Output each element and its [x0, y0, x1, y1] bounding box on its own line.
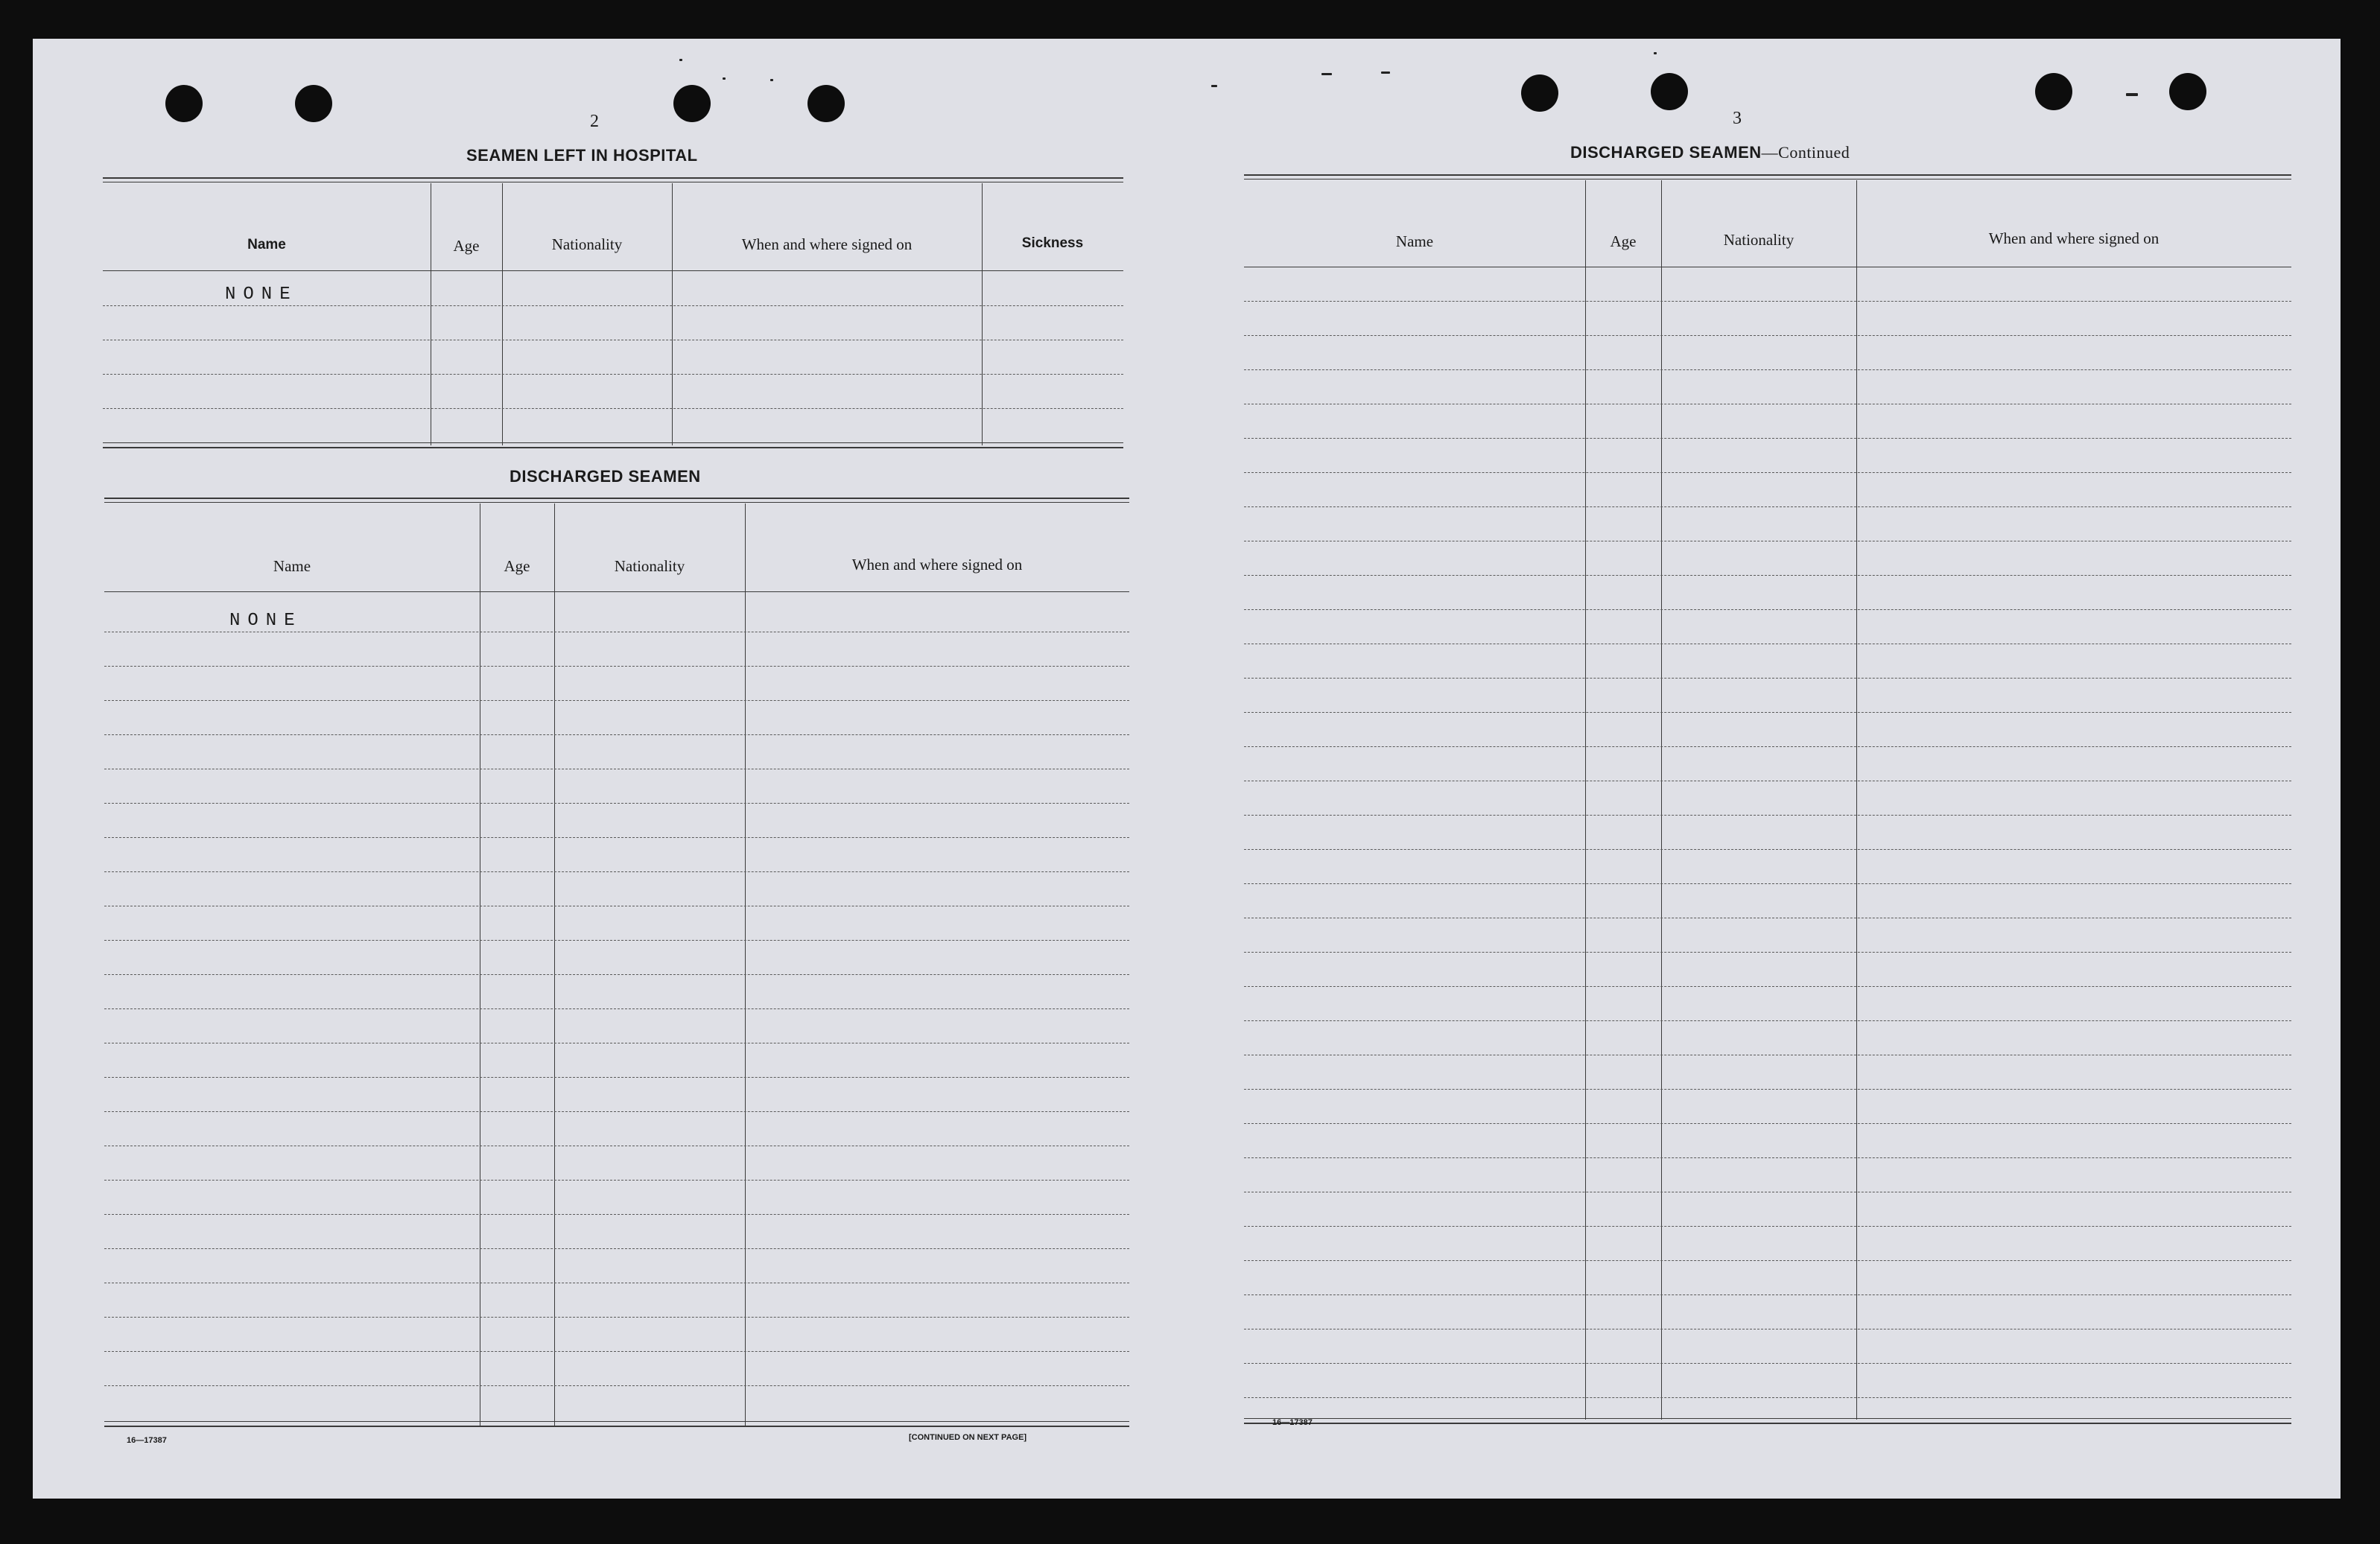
table-row	[1244, 506, 2291, 507]
table-row	[104, 1077, 1129, 1078]
hospital-entry-name: NONE	[225, 285, 298, 305]
table-row	[104, 837, 1129, 838]
table-row	[104, 1111, 1129, 1112]
col-header-signed-on: When and where signed on	[851, 556, 1023, 574]
table-row	[1244, 1157, 2291, 1158]
col-header-signed-on: When and where signed on	[741, 235, 913, 253]
col-header-nationality: Nationality	[1723, 231, 1794, 249]
ink-speck	[679, 59, 682, 61]
col-header-age: Age	[504, 557, 530, 575]
table-row	[1244, 712, 2291, 713]
table-row	[104, 1008, 1129, 1009]
discharged-section-title-right	[1570, 143, 1850, 162]
table-row	[104, 734, 1129, 735]
table-row	[104, 1317, 1129, 1318]
table-row	[1244, 883, 2291, 884]
ink-speck	[1321, 73, 1332, 75]
table-row	[1244, 746, 2291, 747]
hospital-section-title: SEAMEN LEFT IN HOSPITAL	[466, 146, 698, 165]
table-row	[1244, 849, 2291, 850]
table-row	[1244, 369, 2291, 370]
title-suffix: —Continued	[1761, 143, 1850, 162]
table-row	[104, 871, 1129, 872]
table-row	[104, 803, 1129, 804]
col-header-age: Age	[1610, 232, 1637, 250]
col-header-name: Name	[273, 557, 311, 575]
table-row	[1244, 472, 2291, 473]
table-row	[1244, 678, 2291, 679]
table-row	[1244, 301, 2291, 302]
table-row	[1244, 575, 2291, 576]
punch-hole	[295, 85, 332, 122]
title-main: DISCHARGED SEAMEN	[1570, 143, 1762, 162]
page-number-right: 3	[1733, 109, 1742, 128]
table-row	[1244, 609, 2291, 610]
punch-hole	[2169, 73, 2206, 110]
col-header-sickness: Sickness	[1021, 235, 1084, 251]
table-row	[104, 1180, 1129, 1181]
table-row	[1244, 1397, 2291, 1398]
table-row	[104, 1351, 1129, 1352]
form-number-left: 16—17387	[127, 1436, 167, 1445]
ink-speck	[770, 79, 773, 81]
table-row	[1244, 438, 2291, 439]
discharged-table-left	[104, 498, 1129, 1473]
continued-note: [CONTINUED ON NEXT PAGE]	[909, 1433, 1027, 1442]
punch-hole	[2035, 73, 2072, 110]
discharged-table-right	[1244, 174, 2291, 1455]
col-header-nationality: Nationality	[614, 557, 685, 575]
table-row	[104, 1214, 1129, 1215]
page-number-left: 2	[590, 112, 599, 131]
punch-hole	[165, 85, 203, 122]
ink-speck	[1654, 52, 1657, 54]
col-header-nationality: Nationality	[551, 235, 623, 253]
ink-speck	[1381, 72, 1390, 74]
hospital-table	[103, 177, 1123, 490]
punch-hole	[1651, 73, 1688, 110]
table-row	[104, 700, 1129, 701]
table-row	[1244, 1294, 2291, 1295]
punch-hole	[673, 85, 711, 122]
table-row	[103, 374, 1123, 375]
table-row	[104, 666, 1129, 667]
table-row	[1244, 1226, 2291, 1227]
table-row	[104, 1248, 1129, 1249]
document-sheet	[33, 39, 2341, 1499]
discharged-section-title-left: DISCHARGED SEAMEN	[510, 467, 701, 486]
discharged-entry-name: NONE	[229, 611, 302, 631]
ink-speck	[2126, 93, 2138, 96]
table-row	[103, 305, 1123, 306]
punch-hole	[1521, 74, 1558, 112]
table-row	[104, 974, 1129, 975]
col-header-name: Name	[1395, 232, 1434, 250]
ink-speck	[723, 77, 726, 80]
form-number-right: 16—17387	[1272, 1418, 1313, 1427]
table-row	[1244, 1260, 2291, 1261]
table-row	[104, 940, 1129, 941]
ink-speck	[1211, 85, 1217, 87]
punch-hole	[807, 85, 845, 122]
col-header-signed-on: When and where signed on	[1988, 229, 2160, 247]
table-row	[1244, 1089, 2291, 1090]
table-row	[1244, 986, 2291, 987]
table-row	[1244, 1123, 2291, 1124]
table-row	[1244, 815, 2291, 816]
table-row	[1244, 952, 2291, 953]
table-row	[103, 408, 1123, 409]
table-row	[1244, 335, 2291, 336]
col-header-name: Name	[247, 237, 286, 252]
table-row	[1244, 1020, 2291, 1021]
table-row	[104, 1385, 1129, 1386]
col-header-age: Age	[453, 237, 480, 255]
table-row	[1244, 1363, 2291, 1364]
